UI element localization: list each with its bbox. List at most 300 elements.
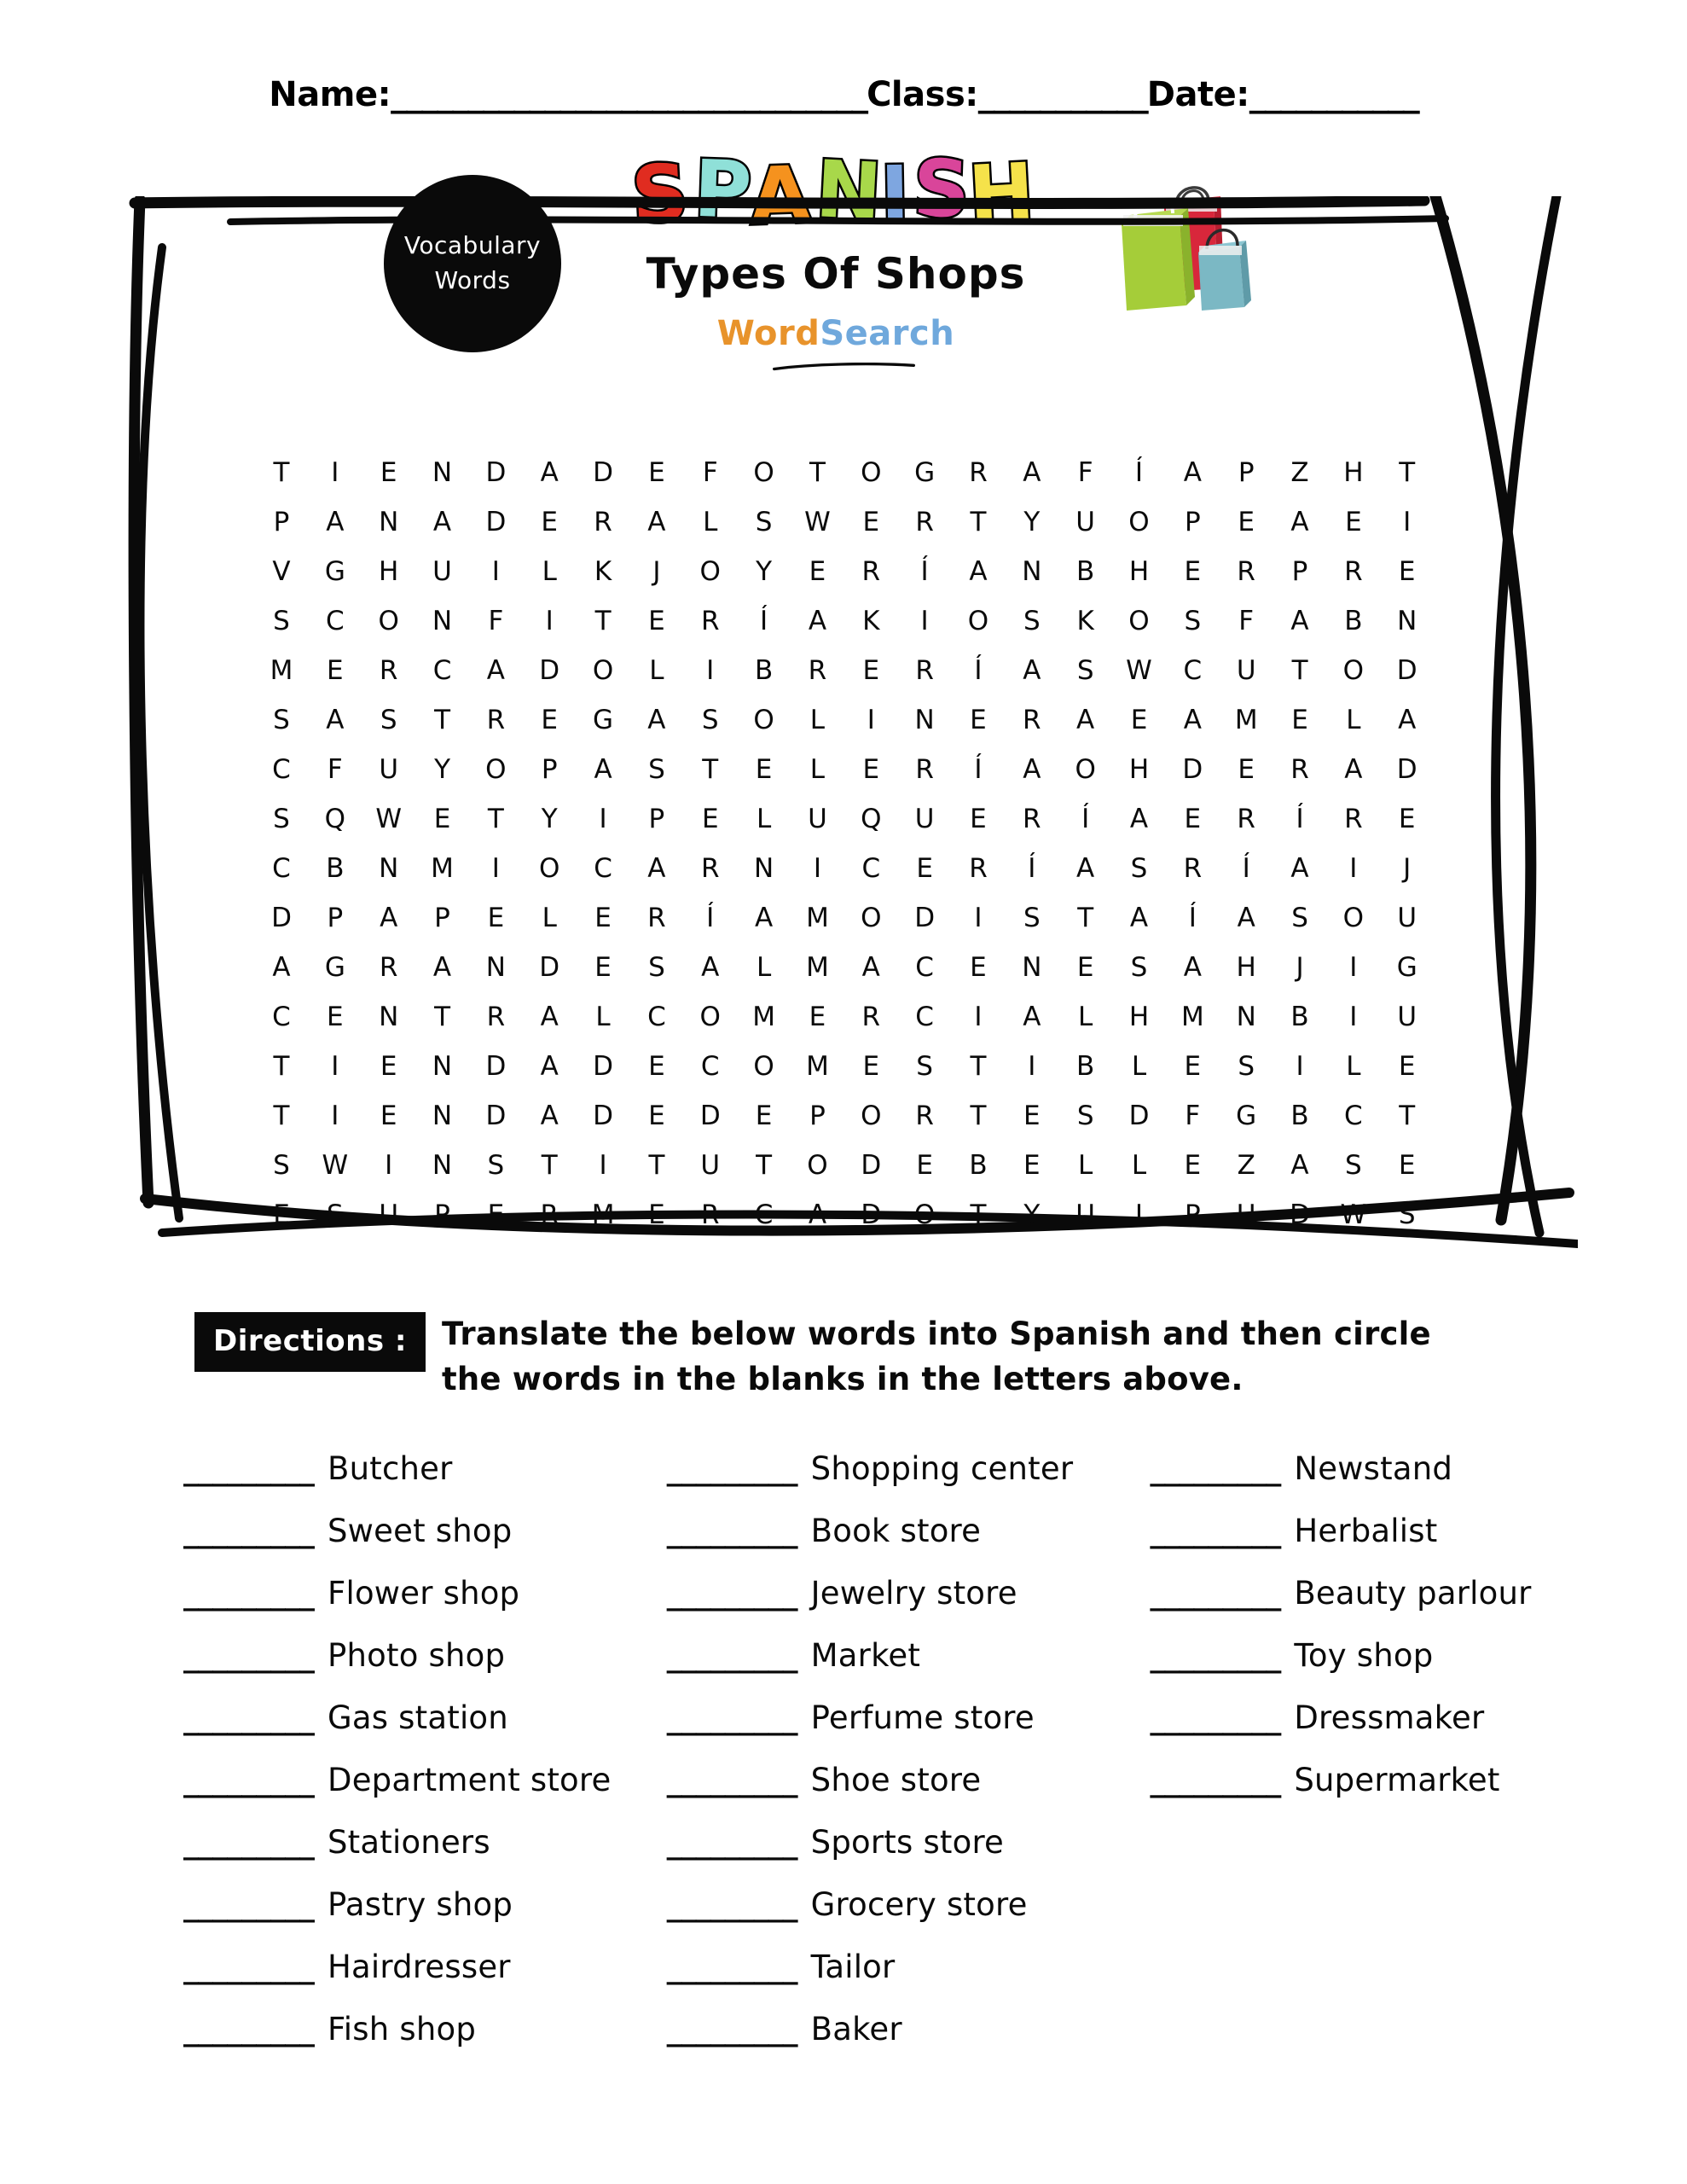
grid-letter[interactable]: N (379, 1002, 399, 1032)
grid-letter[interactable]: Í (706, 903, 715, 933)
grid-letter[interactable]: F (1185, 1101, 1201, 1131)
grid-letter[interactable]: S (1076, 1101, 1094, 1131)
grid-letter[interactable]: O (539, 853, 560, 884)
grid-letter[interactable]: O (753, 457, 774, 488)
grid-letter[interactable]: C (1183, 655, 1203, 686)
answer-blank[interactable]: _________ (183, 1950, 314, 1985)
grid-letter[interactable]: Í (1242, 853, 1250, 884)
grid-letter[interactable]: E (380, 1101, 397, 1131)
grid-letter[interactable]: L (542, 903, 557, 933)
grid-letter[interactable]: B (1076, 1051, 1095, 1082)
grid-letter[interactable]: E (1130, 705, 1148, 735)
grid-letter[interactable]: E (380, 1051, 397, 1082)
grid-letter[interactable]: E (862, 507, 880, 537)
grid-letter[interactable]: D (593, 1101, 613, 1131)
grid-letter[interactable]: E (970, 952, 987, 983)
grid-letter[interactable]: D (593, 1051, 613, 1082)
grid-letter[interactable]: R (1344, 556, 1363, 587)
grid-letter[interactable]: Y (1023, 507, 1041, 537)
grid-letter[interactable]: S (1130, 853, 1148, 884)
grid-letter[interactable]: D (271, 903, 292, 933)
grid-letter[interactable]: A (540, 1101, 559, 1131)
grid-letter[interactable]: M (752, 1002, 775, 1032)
grid-letter[interactable]: A (1290, 507, 1309, 537)
grid-letter[interactable]: H (1343, 457, 1364, 488)
grid-letter[interactable]: A (1183, 952, 1202, 983)
grid-letter[interactable]: F (488, 606, 504, 636)
answer-blank[interactable]: _________ (666, 1452, 797, 1487)
grid-letter[interactable]: L (1346, 1051, 1361, 1082)
grid-letter[interactable]: A (647, 705, 666, 735)
class-blank[interactable]: ___________ (977, 75, 1147, 114)
grid-letter[interactable]: P (434, 1199, 450, 1230)
grid-letter[interactable]: D (485, 457, 507, 488)
grid-letter[interactable]: E (541, 507, 559, 537)
grid-letter[interactable]: A (1023, 655, 1041, 686)
grid-letter[interactable]: A (1237, 903, 1255, 933)
grid-letter[interactable]: T (594, 606, 612, 636)
grid-letter[interactable]: E (541, 705, 559, 735)
grid-letter[interactable]: E (433, 804, 451, 834)
grid-letter[interactable]: A (540, 457, 559, 488)
grid-letter[interactable]: A (486, 655, 505, 686)
grid-letter[interactable]: L (809, 705, 826, 735)
grid-letter[interactable]: A (326, 705, 345, 735)
grid-letter[interactable]: I (545, 606, 554, 636)
grid-letter[interactable]: C (861, 853, 881, 884)
grid-letter[interactable]: O (753, 705, 774, 735)
grid-letter[interactable]: D (1290, 1199, 1310, 1230)
grid-letter[interactable]: E (862, 754, 880, 785)
grid-letter[interactable]: G (324, 952, 345, 983)
answer-blank[interactable]: _________ (183, 1639, 314, 1674)
grid-letter[interactable]: E (648, 606, 665, 636)
grid-letter[interactable]: A (272, 952, 291, 983)
grid-letter[interactable]: A (1290, 853, 1309, 884)
grid-letter[interactable]: R (1290, 754, 1309, 785)
grid-letter[interactable]: E (701, 804, 719, 834)
grid-letter[interactable]: O (485, 754, 507, 785)
grid-letter[interactable]: S (487, 1150, 505, 1181)
answer-blank[interactable]: _________ (183, 1826, 314, 1861)
grid-letter[interactable]: S (1398, 1199, 1416, 1230)
grid-letter[interactable]: R (379, 655, 398, 686)
grid-letter[interactable]: U (379, 754, 399, 785)
grid-letter[interactable]: T (970, 507, 987, 537)
grid-letter[interactable]: K (594, 556, 612, 587)
grid-letter[interactable]: H (1128, 754, 1150, 785)
grid-letter[interactable]: C (594, 853, 612, 884)
grid-letter[interactable]: I (491, 853, 500, 884)
grid-letter[interactable]: B (1290, 1002, 1309, 1032)
grid-letter[interactable]: O (699, 1002, 721, 1032)
answer-blank[interactable]: _________ (183, 1577, 314, 1612)
grid-letter[interactable]: I (974, 903, 983, 933)
grid-letter[interactable]: U (1075, 1199, 1095, 1230)
grid-letter[interactable]: T (434, 705, 450, 735)
grid-letter[interactable]: G (1236, 1101, 1257, 1131)
grid-letter[interactable]: N (432, 606, 453, 636)
grid-letter[interactable]: O (1075, 754, 1096, 785)
grid-letter[interactable]: L (1131, 1150, 1147, 1181)
grid-letter[interactable]: E (809, 556, 826, 587)
grid-letter[interactable]: Z (1237, 1150, 1255, 1181)
grid-letter[interactable]: G (1396, 952, 1417, 983)
grid-letter[interactable]: D (1182, 754, 1203, 785)
answer-blank[interactable]: _________ (666, 1826, 797, 1861)
grid-letter[interactable]: T (702, 754, 719, 785)
grid-letter[interactable]: O (1128, 507, 1150, 537)
grid-letter[interactable]: A (1183, 457, 1202, 488)
grid-letter[interactable]: D (539, 952, 560, 983)
answer-blank[interactable]: _________ (1150, 1763, 1281, 1798)
grid-letter[interactable]: N (1397, 606, 1417, 636)
grid-letter[interactable]: E (755, 754, 773, 785)
grid-letter[interactable]: R (1183, 853, 1203, 884)
grid-letter[interactable]: U (379, 1199, 399, 1230)
grid-letter[interactable]: M (806, 952, 829, 983)
grid-letter[interactable]: T (1077, 903, 1094, 933)
grid-letter[interactable]: S (273, 804, 290, 834)
grid-letter[interactable]: C (1344, 1101, 1363, 1131)
grid-letter[interactable]: R (915, 507, 934, 537)
grid-letter[interactable]: D (1396, 655, 1417, 686)
grid-letter[interactable]: D (593, 457, 613, 488)
grid-letter[interactable]: A (647, 853, 666, 884)
grid-letter[interactable]: R (486, 705, 506, 735)
answer-blank[interactable]: _________ (666, 1514, 797, 1549)
grid-letter[interactable]: P (1184, 1199, 1201, 1230)
answer-blank[interactable]: _________ (1150, 1639, 1281, 1674)
grid-letter[interactable]: S (648, 754, 665, 785)
grid-letter[interactable]: I (599, 1150, 607, 1181)
grid-letter[interactable]: S (273, 1150, 290, 1181)
grid-letter[interactable]: H (1236, 952, 1256, 983)
answer-blank[interactable]: _________ (183, 1452, 314, 1487)
grid-letter[interactable]: O (967, 606, 989, 636)
grid-letter[interactable]: R (915, 655, 934, 686)
grid-letter[interactable]: I (331, 457, 339, 488)
grid-letter[interactable]: E (1184, 1051, 1202, 1082)
grid-letter[interactable]: S (273, 705, 290, 735)
answer-blank[interactable]: _________ (666, 2013, 797, 2048)
grid-letter[interactable]: T (273, 457, 290, 488)
grid-letter[interactable]: Y (1023, 1199, 1041, 1230)
grid-letter[interactable]: Q (861, 804, 882, 834)
grid-letter[interactable]: M (1234, 705, 1258, 735)
grid-letter[interactable]: E (809, 1002, 826, 1032)
answer-blank[interactable]: _________ (666, 1639, 797, 1674)
grid-letter[interactable]: E (648, 457, 665, 488)
grid-letter[interactable]: S (755, 507, 773, 537)
grid-letter[interactable]: R (700, 853, 720, 884)
grid-letter[interactable]: D (861, 1199, 882, 1230)
grid-letter[interactable]: L (1078, 1150, 1093, 1181)
grid-letter[interactable]: E (1184, 804, 1202, 834)
grid-letter[interactable]: P (809, 1101, 826, 1131)
grid-letter[interactable]: S (916, 1051, 933, 1082)
grid-letter[interactable]: L (595, 1002, 611, 1032)
grid-letter[interactable]: L (542, 556, 557, 587)
grid-letter[interactable]: L (756, 804, 772, 834)
grid-letter[interactable]: O (753, 1051, 774, 1082)
grid-letter[interactable]: I (331, 1101, 339, 1131)
grid-letter[interactable]: S (1023, 903, 1041, 933)
grid-letter[interactable]: Í (974, 655, 983, 686)
grid-letter[interactable]: Z (1290, 457, 1309, 488)
grid-letter[interactable]: T (1399, 457, 1416, 488)
grid-letter[interactable]: S (1345, 1150, 1362, 1181)
grid-letter[interactable]: C (754, 1199, 774, 1230)
grid-letter[interactable]: A (808, 1199, 827, 1230)
grid-letter[interactable]: S (1023, 606, 1041, 636)
grid-letter[interactable]: O (1342, 655, 1365, 686)
grid-letter[interactable]: A (754, 903, 774, 933)
grid-letter[interactable]: T (434, 1002, 450, 1032)
grid-letter[interactable]: B (754, 655, 774, 686)
grid-letter[interactable]: H (1236, 1199, 1256, 1230)
grid-letter[interactable]: A (647, 507, 666, 537)
grid-letter[interactable]: D (699, 1101, 721, 1131)
grid-letter[interactable]: E (1398, 1051, 1416, 1082)
answer-blank[interactable]: _________ (183, 1514, 314, 1549)
grid-letter[interactable]: D (539, 655, 560, 686)
grid-letter[interactable]: U (1236, 655, 1256, 686)
answer-blank[interactable]: _________ (1150, 1701, 1281, 1736)
grid-letter[interactable]: A (1023, 457, 1041, 488)
grid-letter[interactable]: U (700, 1150, 721, 1181)
grid-letter[interactable]: T (273, 1051, 290, 1082)
grid-letter[interactable]: I (1403, 507, 1412, 537)
grid-letter[interactable]: B (1344, 606, 1363, 636)
grid-letter[interactable]: P (327, 903, 344, 933)
grid-letter[interactable]: U (808, 804, 827, 834)
grid-letter[interactable]: U (1397, 903, 1417, 933)
grid-letter[interactable]: R (379, 952, 398, 983)
grid-letter[interactable]: D (861, 1150, 882, 1181)
grid-letter[interactable]: M (1180, 1002, 1204, 1032)
grid-letter[interactable]: R (915, 1101, 934, 1131)
answer-blank[interactable]: _________ (666, 1763, 797, 1798)
grid-letter[interactable]: K (1076, 606, 1094, 636)
grid-letter[interactable]: E (916, 1150, 933, 1181)
grid-letter[interactable]: L (703, 507, 718, 537)
grid-letter[interactable]: A (1290, 1150, 1309, 1181)
answer-blank[interactable]: _________ (1150, 1514, 1281, 1549)
grid-letter[interactable]: I (1349, 1002, 1358, 1032)
answer-blank[interactable]: _________ (666, 1701, 797, 1736)
grid-letter[interactable]: A (969, 556, 988, 587)
grid-letter[interactable]: S (380, 705, 397, 735)
grid-letter[interactable]: I (1296, 1051, 1304, 1082)
grid-letter[interactable]: M (806, 903, 829, 933)
grid-letter[interactable]: N (914, 705, 935, 735)
grid-letter[interactable]: I (974, 1002, 983, 1032)
grid-letter[interactable]: E (755, 1101, 773, 1131)
grid-letter[interactable]: D (1128, 1101, 1150, 1131)
grid-letter[interactable]: E (648, 1051, 665, 1082)
grid-letter[interactable]: E (1345, 507, 1362, 537)
grid-letter[interactable]: A (432, 507, 452, 537)
grid-letter[interactable]: O (1128, 606, 1150, 636)
grid-letter[interactable]: A (540, 1051, 559, 1082)
grid-letter[interactable]: U (914, 804, 935, 834)
grid-letter[interactable]: E (862, 1051, 880, 1082)
grid-letter[interactable]: T (487, 804, 504, 834)
grid-letter[interactable]: E (1076, 952, 1094, 983)
grid-letter[interactable]: C (272, 853, 291, 884)
grid-letter[interactable]: W (1340, 1199, 1367, 1230)
grid-letter[interactable]: B (1076, 556, 1095, 587)
grid-letter[interactable]: F (327, 754, 343, 785)
grid-letter[interactable]: J (652, 556, 661, 587)
grid-letter[interactable]: L (809, 754, 826, 785)
grid-letter[interactable]: Q (324, 804, 346, 834)
grid-letter[interactable]: N (379, 853, 399, 884)
grid-letter[interactable]: I (920, 606, 929, 636)
grid-letter[interactable]: T (970, 1101, 987, 1131)
grid-letter[interactable]: D (1396, 754, 1417, 785)
answer-blank[interactable]: _________ (1150, 1577, 1281, 1612)
grid-letter[interactable]: L (1078, 1002, 1093, 1032)
grid-letter[interactable]: Í (1134, 457, 1144, 488)
grid-letter[interactable]: C (272, 754, 291, 785)
grid-letter[interactable]: E (648, 1101, 665, 1131)
grid-letter[interactable]: S (648, 952, 665, 983)
grid-letter[interactable]: R (1023, 705, 1041, 735)
grid-letter[interactable]: A (1076, 853, 1095, 884)
grid-letter[interactable]: I (1028, 1051, 1036, 1082)
grid-letter[interactable]: R (1023, 804, 1041, 834)
grid-letter[interactable]: E (1238, 754, 1255, 785)
grid-letter[interactable]: E (1398, 556, 1416, 587)
grid-letter[interactable]: N (753, 853, 774, 884)
grid-letter[interactable]: I (599, 804, 607, 834)
grid-letter[interactable]: D (485, 507, 507, 537)
grid-letter[interactable]: R (700, 1199, 720, 1230)
grid-letter[interactable]: B (969, 1150, 988, 1181)
grid-letter[interactable]: L (756, 952, 772, 983)
grid-letter[interactable]: I (706, 655, 715, 686)
grid-letter[interactable]: L (1131, 1051, 1147, 1082)
grid-letter[interactable]: S (273, 606, 290, 636)
grid-letter[interactable]: T (273, 1101, 290, 1131)
grid-letter[interactable]: F (1077, 457, 1093, 488)
grid-letter[interactable]: A (1023, 1002, 1041, 1032)
grid-letter[interactable]: N (1022, 952, 1042, 983)
name-blank[interactable]: _______________________________ (391, 75, 867, 114)
grid-letter[interactable]: E (1023, 1150, 1041, 1181)
grid-letter[interactable]: E (1184, 556, 1202, 587)
grid-letter[interactable]: N (432, 1150, 453, 1181)
grid-letter[interactable]: T (809, 457, 826, 488)
grid-letter[interactable]: E (1398, 804, 1416, 834)
grid-letter[interactable]: E (327, 655, 344, 686)
grid-letter[interactable]: A (1076, 705, 1095, 735)
grid-letter[interactable]: O (913, 1199, 936, 1230)
grid-letter[interactable]: A (808, 606, 827, 636)
grid-letter[interactable]: A (1398, 705, 1417, 735)
grid-letter[interactable]: U (432, 556, 452, 587)
grid-letter[interactable]: C (915, 952, 934, 983)
grid-letter[interactable]: A (1344, 754, 1363, 785)
grid-letter[interactable]: R (861, 556, 881, 587)
grid-letter[interactable]: W (804, 507, 831, 537)
grid-letter[interactable]: I (1349, 952, 1358, 983)
answer-blank[interactable]: _________ (666, 1888, 797, 1923)
grid-letter[interactable]: C (326, 606, 345, 636)
grid-letter[interactable]: A (540, 1002, 559, 1032)
grid-letter[interactable]: Y (756, 556, 773, 587)
grid-letter[interactable]: I (385, 1150, 393, 1181)
grid-letter[interactable]: B (326, 853, 345, 884)
grid-letter[interactable]: P (273, 507, 290, 537)
grid-letter[interactable]: H (1128, 556, 1150, 587)
grid-letter[interactable]: G (593, 705, 614, 735)
grid-letter[interactable]: Y (434, 754, 450, 785)
grid-letter[interactable]: T (756, 1150, 773, 1181)
grid-letter[interactable]: I (867, 705, 875, 735)
grid-letter[interactable]: E (273, 1199, 290, 1230)
grid-letter[interactable]: A (1129, 804, 1149, 834)
grid-letter[interactable]: Í (1188, 903, 1197, 933)
grid-letter[interactable]: R (915, 754, 934, 785)
grid-letter[interactable]: A (326, 507, 345, 537)
grid-letter[interactable]: O (592, 655, 614, 686)
grid-letter[interactable]: S (1076, 655, 1094, 686)
grid-letter[interactable]: W (322, 1150, 349, 1181)
grid-letter[interactable]: R (594, 507, 612, 537)
grid-letter[interactable]: A (1290, 606, 1309, 636)
grid-letter[interactable]: D (485, 1051, 507, 1082)
grid-letter[interactable]: P (434, 903, 450, 933)
grid-letter[interactable]: A (432, 952, 452, 983)
grid-letter[interactable]: C (272, 1002, 291, 1032)
grid-letter[interactable]: R (808, 655, 827, 686)
grid-letter[interactable]: M (270, 655, 293, 686)
grid-letter[interactable]: R (861, 1002, 881, 1032)
grid-letter[interactable]: E (487, 1199, 505, 1230)
grid-letter[interactable]: E (594, 903, 612, 933)
grid-letter[interactable]: C (700, 1051, 720, 1082)
grid-letter[interactable]: A (380, 903, 398, 933)
grid-letter[interactable]: F (702, 457, 718, 488)
grid-letter[interactable]: E (862, 655, 880, 686)
grid-letter[interactable]: Í (1028, 853, 1036, 884)
grid-letter[interactable]: W (1126, 655, 1152, 686)
grid-letter[interactable]: H (379, 556, 399, 587)
grid-letter[interactable]: E (1238, 507, 1255, 537)
grid-letter[interactable]: S (1130, 952, 1148, 983)
grid-letter[interactable]: S (701, 705, 719, 735)
grid-letter[interactable]: U (1075, 507, 1095, 537)
grid-letter[interactable]: O (699, 556, 721, 587)
grid-letter[interactable]: R (486, 1002, 506, 1032)
grid-letter[interactable]: G (324, 556, 345, 587)
grid-letter[interactable]: N (1022, 556, 1042, 587)
grid-letter[interactable]: E (1023, 1101, 1041, 1131)
grid-letter[interactable]: M (591, 1199, 615, 1230)
grid-letter[interactable]: E (1291, 705, 1308, 735)
grid-letter[interactable]: I (1134, 1199, 1144, 1230)
grid-letter[interactable]: S (1238, 1051, 1255, 1082)
grid-letter[interactable]: T (648, 1150, 665, 1181)
grid-letter[interactable]: O (861, 457, 882, 488)
grid-letter[interactable]: S (327, 1199, 344, 1230)
grid-letter[interactable]: D (914, 903, 936, 933)
grid-letter[interactable]: S (1291, 903, 1308, 933)
grid-letter[interactable]: E (1184, 1150, 1202, 1181)
